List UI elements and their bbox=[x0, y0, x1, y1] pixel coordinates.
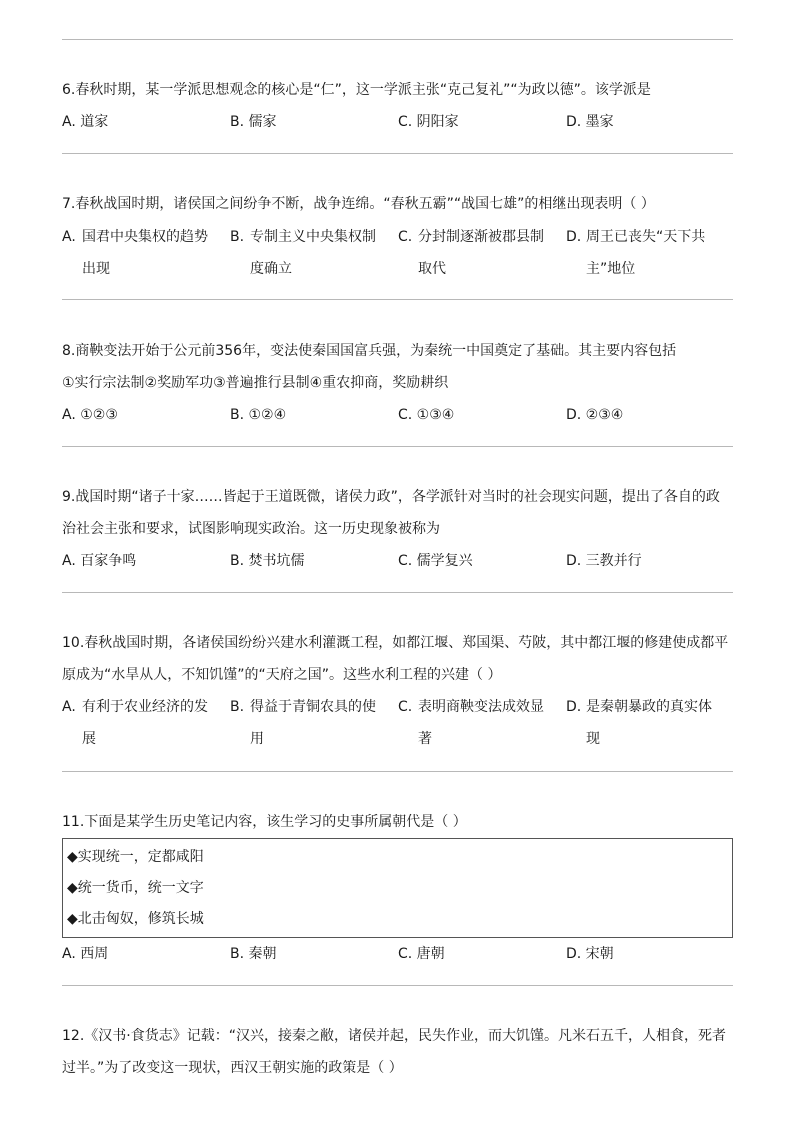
option-b[interactable]: B. 秦朝 bbox=[230, 946, 277, 962]
question-10-stem-line2: 原成为“水旱从人，不知饥馑”的“天府之国”。这些水利工程的兴建（ ） bbox=[62, 667, 502, 683]
option-text: 分封制逐渐被郡县制取代 bbox=[418, 229, 544, 277]
divider bbox=[62, 299, 733, 300]
option-letter: B. bbox=[230, 229, 245, 245]
option-text: 周王已丧失“天下共主”地位 bbox=[586, 229, 706, 277]
option-d[interactable]: D. 宋朝 bbox=[566, 946, 614, 962]
option-c[interactable]: C. 儒学复兴 bbox=[398, 553, 473, 569]
option-letter: B. bbox=[230, 699, 245, 715]
option-text: 国君中央集权的趋势出现 bbox=[82, 229, 208, 277]
option-text: 是秦朝暴政的真实体现 bbox=[586, 699, 712, 747]
option-letter: A. bbox=[62, 699, 76, 715]
question-11-options bbox=[62, 938, 734, 1002]
question-12-stem-line2: 过半。”为了改变这一现状，西汉王朝实施的政策是（ ） bbox=[62, 1060, 403, 1076]
question-9-stem: 9.战国时期“诸子十家……皆起于王道既微，诸侯力政”，各学派针对当时的社会现实问题，提出了各自的政 bbox=[62, 489, 720, 505]
option-text: 有利于农业经济的发展 bbox=[82, 699, 208, 747]
option-d[interactable] bbox=[566, 691, 726, 755]
option-letter: A. bbox=[62, 229, 76, 245]
option-letter: D. bbox=[566, 229, 582, 245]
question-7-stem: 7.春秋战国时期，诸侯国之间纷争不断，战争连绵。“春秋五霸”“战国七雄”的相继出现表明（ ） bbox=[62, 196, 655, 212]
option-d[interactable] bbox=[566, 221, 726, 285]
question-12-stem: 12.《汉书·食货志》记载：“汉兴，接秦之敝，诸侯并起，民失作业，而大饥馑。凡米石五千，人相食，死者 bbox=[62, 1028, 726, 1044]
option-c[interactable] bbox=[398, 691, 558, 755]
notes-box bbox=[62, 838, 733, 938]
question-10-options bbox=[62, 691, 734, 755]
option-letter: C. bbox=[398, 229, 413, 245]
option-d[interactable]: D. 墨家 bbox=[566, 114, 614, 130]
question-7-options bbox=[62, 221, 734, 285]
option-a[interactable]: A. ①②③ bbox=[62, 407, 118, 423]
option-b[interactable]: B. 焚书坑儒 bbox=[230, 553, 305, 569]
option-a[interactable]: A. 西周 bbox=[62, 946, 109, 962]
option-b[interactable] bbox=[230, 691, 390, 755]
option-letter: D. bbox=[566, 699, 582, 715]
option-letter: C. bbox=[398, 699, 413, 715]
option-a[interactable] bbox=[62, 691, 222, 755]
note-item: ◆实现统一，定都咸阳 bbox=[67, 849, 204, 865]
option-a[interactable]: A. 道家 bbox=[62, 114, 109, 130]
question-6-options bbox=[62, 106, 734, 170]
option-c[interactable] bbox=[398, 221, 558, 285]
question-8-options bbox=[62, 399, 734, 463]
option-d[interactable]: D. ②③④ bbox=[566, 407, 624, 423]
question-8-stem-line2: ①实行宗法制②奖励军功③普遍推行县制④重农抑商，奖励耕织 bbox=[62, 375, 449, 391]
question-10-stem: 10.春秋战国时期，各诸侯国纷纷兴建水利灌溉工程，如都江堰、郑国渠、芍陂，其中都江堰的修建使成都平 bbox=[62, 635, 729, 651]
option-text: 得益于青铜农具的使用 bbox=[250, 699, 376, 747]
option-c[interactable]: C. 唐朝 bbox=[398, 946, 445, 962]
option-c[interactable]: C. ①③④ bbox=[398, 407, 455, 423]
option-b[interactable]: B. ①②④ bbox=[230, 407, 287, 423]
option-text: 表明商鞅变法成效显著 bbox=[418, 699, 544, 747]
option-b[interactable]: B. 儒家 bbox=[230, 114, 277, 130]
question-9-stem-line2: 治社会主张和要求，试图影响现实政治。这一历史现象被称为 bbox=[62, 521, 440, 537]
question-9-options bbox=[62, 545, 734, 609]
option-text: 专制主义中央集权制度确立 bbox=[250, 229, 376, 277]
question-6-stem: 6.春秋时期，某一学派思想观念的核心是“仁”，这一学派主张“克己复礼”“为政以德”。该学派是 bbox=[62, 82, 651, 98]
option-d[interactable]: D. 三教并行 bbox=[566, 553, 642, 569]
note-item: ◆北击匈奴，修筑长城 bbox=[67, 911, 204, 927]
option-a[interactable]: A. 百家争鸣 bbox=[62, 553, 137, 569]
option-b[interactable] bbox=[230, 221, 390, 285]
option-c[interactable]: C. 阴阳家 bbox=[398, 114, 459, 130]
divider bbox=[62, 771, 733, 772]
note-item: ◆统一货币，统一文字 bbox=[67, 880, 204, 896]
option-a[interactable] bbox=[62, 221, 222, 285]
question-11-stem: 11.下面是某学生历史笔记内容，该生学习的史事所属朝代是（ ） bbox=[62, 814, 467, 830]
divider bbox=[62, 39, 733, 40]
question-8-stem: 8.商鞅变法开始于公元前356年，变法使秦国国富兵强，为秦统一中国奠定了基础。其主要内容包括 bbox=[62, 343, 677, 359]
